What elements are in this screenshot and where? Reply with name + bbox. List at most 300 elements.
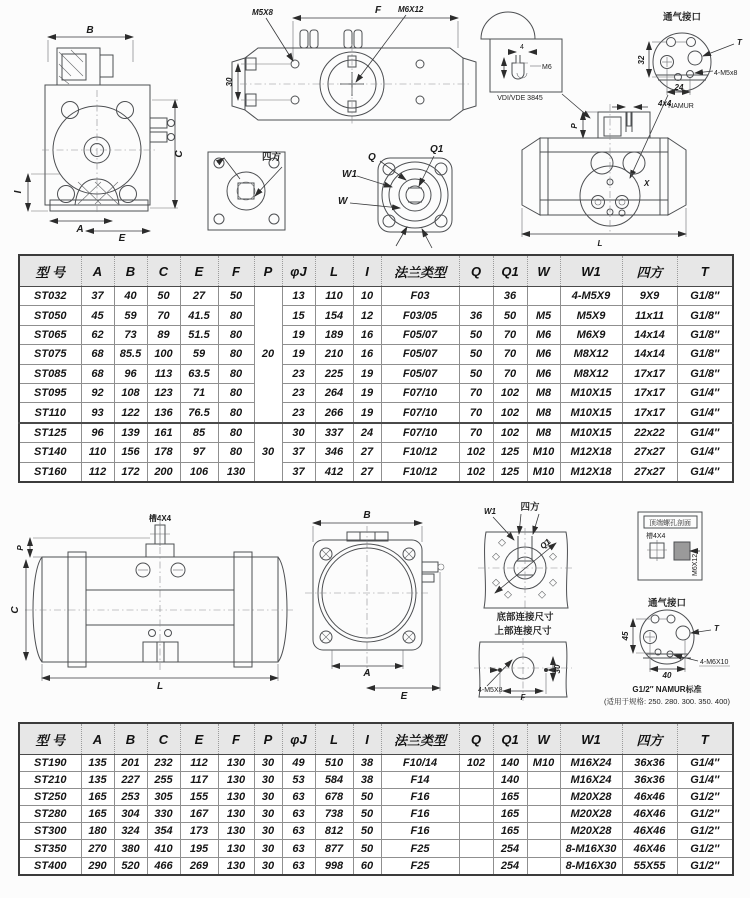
value-cell: 37 bbox=[81, 287, 114, 306]
dim-F: F bbox=[374, 5, 382, 16]
value-cell: 27x27 bbox=[622, 443, 677, 462]
value-cell: 30 bbox=[254, 857, 282, 875]
value-cell: M8 bbox=[527, 403, 560, 423]
table-row bbox=[19, 806, 733, 823]
namur-standard-label: G1/2″ NAMUR标准 bbox=[632, 685, 702, 694]
column-header: F bbox=[218, 255, 254, 287]
column-header: 四方 bbox=[622, 723, 677, 755]
label-sifang-square: 四方 bbox=[262, 152, 282, 163]
actuator-side-view-drawing bbox=[522, 99, 686, 248]
table-row bbox=[19, 287, 733, 306]
value-cell: 225 bbox=[315, 364, 353, 383]
value-cell: 36 bbox=[459, 306, 493, 325]
table1-header bbox=[19, 255, 733, 287]
value-cell: F10/14 bbox=[381, 755, 459, 772]
value-cell: 50 bbox=[147, 287, 180, 306]
value-cell: F25 bbox=[381, 840, 459, 857]
value-cell: 201 bbox=[114, 755, 147, 772]
value-cell: 15 bbox=[282, 306, 315, 325]
value-cell: 73 bbox=[114, 325, 147, 344]
model-cell: ST210 bbox=[19, 772, 81, 789]
value-cell: 46X46 bbox=[622, 840, 677, 857]
value-cell: 80 bbox=[218, 306, 254, 325]
caption-top-connection: 上部连接尺寸 bbox=[494, 626, 552, 637]
value-cell: M8 bbox=[527, 383, 560, 402]
value-cell: 23 bbox=[282, 364, 315, 383]
value-cell: 96 bbox=[81, 423, 114, 443]
table-row bbox=[19, 462, 733, 482]
value-cell: 49 bbox=[282, 755, 315, 772]
value-cell: 165 bbox=[493, 789, 527, 806]
value-cell: 80 bbox=[218, 364, 254, 383]
namur-applicable-note: (适用于规格: 250. 280. 300. 350. 400) bbox=[604, 697, 730, 706]
value-cell: 30 bbox=[254, 772, 282, 789]
value-cell bbox=[527, 287, 560, 306]
value-cell: 165 bbox=[493, 806, 527, 823]
value-cell: M8 bbox=[527, 423, 560, 443]
value-cell: 85 bbox=[180, 423, 218, 443]
value-cell: 738 bbox=[315, 806, 353, 823]
value-cell: 70 bbox=[493, 364, 527, 383]
value-cell: 62 bbox=[81, 325, 114, 344]
value-cell bbox=[459, 789, 493, 806]
value-cell: 122 bbox=[114, 403, 147, 423]
value-cell: F07/10 bbox=[381, 403, 459, 423]
caption-bottom-connection: 底部连接尺寸 bbox=[496, 612, 554, 623]
value-cell: 14x14 bbox=[622, 345, 677, 364]
table2-body bbox=[19, 755, 733, 875]
value-cell bbox=[527, 823, 560, 840]
dim-P-cyl: P bbox=[16, 545, 25, 551]
label-4m5x8: 4-M5x8 bbox=[714, 70, 738, 77]
value-cell: M16X24 bbox=[560, 755, 622, 772]
value-cell: 30 bbox=[254, 789, 282, 806]
bottom-connection-drawing bbox=[478, 501, 572, 623]
dim-32: 32 bbox=[637, 55, 646, 65]
label-4m5x8-mid: 4-M5X8 bbox=[478, 687, 503, 694]
value-cell: M6 bbox=[527, 364, 560, 383]
value-cell: 70 bbox=[459, 423, 493, 443]
value-cell: 30 bbox=[254, 806, 282, 823]
dim-L-side: L bbox=[597, 239, 603, 248]
value-cell: 16 bbox=[353, 345, 381, 364]
value-cell: 584 bbox=[315, 772, 353, 789]
value-cell: 254 bbox=[493, 840, 527, 857]
column-header: Q bbox=[459, 255, 493, 287]
value-cell: 165 bbox=[493, 823, 527, 840]
value-cell: 30 bbox=[282, 423, 315, 443]
value-cell: G1/8″ bbox=[677, 364, 733, 383]
table-row bbox=[19, 823, 733, 840]
value-cell: 877 bbox=[315, 840, 353, 857]
value-cell bbox=[459, 823, 493, 840]
value-cell: 102 bbox=[493, 403, 527, 423]
value-cell: 63 bbox=[282, 840, 315, 857]
value-cell: 46x46 bbox=[622, 789, 677, 806]
header-row bbox=[19, 723, 733, 755]
table-row bbox=[19, 364, 733, 383]
value-cell: 80 bbox=[218, 423, 254, 443]
value-cell: 156 bbox=[114, 443, 147, 462]
value-cell: 253 bbox=[114, 789, 147, 806]
dim-40: 40 bbox=[662, 671, 672, 680]
value-cell: 102 bbox=[459, 462, 493, 482]
value-cell: F07/10 bbox=[381, 423, 459, 443]
value-cell: 51.5 bbox=[180, 325, 218, 344]
value-cell: G1/4″ bbox=[677, 462, 733, 482]
vent-port-large-drawing bbox=[604, 597, 730, 706]
value-cell: 117 bbox=[180, 772, 218, 789]
value-cell: F03 bbox=[381, 287, 459, 306]
top-drawings-section bbox=[0, 0, 750, 257]
value-cell: 23 bbox=[282, 383, 315, 402]
value-cell: G1/4″ bbox=[677, 443, 733, 462]
label-4x4: 4x4 bbox=[658, 99, 672, 108]
value-cell: 63 bbox=[282, 857, 315, 875]
table-row bbox=[19, 403, 733, 423]
column-header: 四方 bbox=[622, 255, 677, 287]
value-cell: G1/4″ bbox=[677, 403, 733, 423]
column-header: 型 号 bbox=[19, 723, 81, 755]
value-cell: G1/4″ bbox=[677, 423, 733, 443]
value-cell: 998 bbox=[315, 857, 353, 875]
model-cell: ST075 bbox=[19, 345, 81, 364]
value-cell: F16 bbox=[381, 806, 459, 823]
middle-drawings-canvas bbox=[0, 480, 750, 720]
dim-Q1-mid: Q1 bbox=[538, 537, 553, 551]
value-cell: 63 bbox=[282, 789, 315, 806]
value-cell: 254 bbox=[493, 857, 527, 875]
value-cell: 510 bbox=[315, 755, 353, 772]
value-cell: M8X12 bbox=[560, 364, 622, 383]
value-cell: 46X46 bbox=[622, 806, 677, 823]
value-cell: 108 bbox=[114, 383, 147, 402]
value-cell: F05/07 bbox=[381, 364, 459, 383]
value-cell: 139 bbox=[114, 423, 147, 443]
value-cell: G1/8″ bbox=[677, 325, 733, 344]
value-cell: 50 bbox=[459, 345, 493, 364]
value-cell: 135 bbox=[81, 755, 114, 772]
value-cell bbox=[459, 857, 493, 875]
value-cell: 8-M16X30 bbox=[560, 840, 622, 857]
label-4m6x10: 4-M6X10 bbox=[700, 659, 729, 666]
value-cell: 110 bbox=[81, 443, 114, 462]
value-cell: 22x22 bbox=[622, 423, 677, 443]
dim-E-end: E bbox=[400, 691, 408, 702]
value-cell: 125 bbox=[493, 443, 527, 462]
column-header: 型 号 bbox=[19, 255, 81, 287]
value-cell: 45 bbox=[81, 306, 114, 325]
vent-title-mid: 通气接口 bbox=[647, 598, 687, 609]
value-cell: 227 bbox=[114, 772, 147, 789]
value-cell: 50 bbox=[459, 364, 493, 383]
column-header: W bbox=[527, 723, 560, 755]
value-cell: 140 bbox=[493, 755, 527, 772]
value-cell: 210 bbox=[315, 345, 353, 364]
label-m6x12-box: M6X12 bbox=[692, 553, 699, 576]
value-cell: M10 bbox=[527, 755, 560, 772]
value-cell: 102 bbox=[459, 443, 493, 462]
value-cell: 130 bbox=[218, 755, 254, 772]
column-header: I bbox=[353, 255, 381, 287]
value-cell: 410 bbox=[147, 840, 180, 857]
model-cell: ST065 bbox=[19, 325, 81, 344]
table-row bbox=[19, 789, 733, 806]
value-cell bbox=[459, 287, 493, 306]
value-cell: 678 bbox=[315, 789, 353, 806]
value-cell: 130 bbox=[218, 823, 254, 840]
value-cell: 154 bbox=[315, 306, 353, 325]
dim-45: 45 bbox=[621, 631, 630, 641]
value-cell: 27 bbox=[353, 462, 381, 482]
column-header: W1 bbox=[560, 255, 622, 287]
value-cell: 380 bbox=[114, 840, 147, 857]
value-cell: 93 bbox=[81, 403, 114, 423]
value-cell bbox=[527, 806, 560, 823]
square-flange-drawing bbox=[208, 151, 285, 230]
value-cell: 136 bbox=[147, 403, 180, 423]
column-header: L bbox=[315, 255, 353, 287]
value-cell: M10 bbox=[527, 443, 560, 462]
value-cell: 812 bbox=[315, 823, 353, 840]
value-cell: 112 bbox=[180, 755, 218, 772]
value-cell: 110 bbox=[315, 287, 353, 306]
top-drawings-canvas bbox=[0, 0, 750, 252]
value-cell: 135 bbox=[81, 772, 114, 789]
value-cell: 113 bbox=[147, 364, 180, 383]
table-row bbox=[19, 383, 733, 402]
middle-drawings-section bbox=[0, 480, 750, 725]
value-cell: M10 bbox=[527, 462, 560, 482]
qflange-view-drawing bbox=[338, 144, 452, 248]
column-header: W bbox=[527, 255, 560, 287]
label-namur: NAMUR bbox=[668, 103, 694, 110]
label-X: X bbox=[644, 179, 650, 188]
table1-body bbox=[19, 287, 733, 482]
column-header: C bbox=[147, 723, 180, 755]
value-cell: M10X15 bbox=[560, 403, 622, 423]
value-cell: 27x27 bbox=[622, 462, 677, 482]
column-header: Q1 bbox=[493, 255, 527, 287]
merged-value-cell: 30 bbox=[254, 423, 282, 482]
label-cao4x4-box: 槽4X4 bbox=[646, 533, 666, 540]
table-row bbox=[19, 306, 733, 325]
value-cell: 30 bbox=[254, 840, 282, 857]
header-row bbox=[19, 255, 733, 287]
value-cell: M10X15 bbox=[560, 423, 622, 443]
value-cell: 140 bbox=[493, 772, 527, 789]
column-header: 法兰类型 bbox=[381, 723, 459, 755]
dim-A: A bbox=[76, 224, 84, 235]
column-header: B bbox=[114, 723, 147, 755]
label-Q1: Q1 bbox=[430, 144, 444, 155]
value-cell: 102 bbox=[493, 423, 527, 443]
value-cell: G1/8″ bbox=[677, 306, 733, 325]
model-cell: ST250 bbox=[19, 789, 81, 806]
label-m6x12: M6X12 bbox=[398, 5, 424, 14]
model-cell: ST085 bbox=[19, 364, 81, 383]
value-cell: M5 bbox=[527, 306, 560, 325]
value-cell: M6X9 bbox=[560, 325, 622, 344]
value-cell: F03/05 bbox=[381, 306, 459, 325]
value-cell: 102 bbox=[459, 755, 493, 772]
top-connection-drawing bbox=[474, 625, 572, 702]
column-header: A bbox=[81, 723, 114, 755]
value-cell: 68 bbox=[81, 345, 114, 364]
value-cell: 14x14 bbox=[622, 325, 677, 344]
value-cell: F05/07 bbox=[381, 345, 459, 364]
value-cell: 16 bbox=[353, 325, 381, 344]
dimension-table-large-models bbox=[18, 722, 732, 876]
value-cell: 89 bbox=[147, 325, 180, 344]
value-cell: 59 bbox=[180, 345, 218, 364]
value-cell: F10/12 bbox=[381, 462, 459, 482]
value-cell: 173 bbox=[180, 823, 218, 840]
label-cao4x4: 槽4X4 bbox=[148, 514, 172, 523]
value-cell: 53 bbox=[282, 772, 315, 789]
value-cell bbox=[527, 840, 560, 857]
label-m5x8: M5X8 bbox=[252, 8, 273, 17]
label-vdi-vde: VDI/VDE 3845 bbox=[497, 95, 543, 102]
value-cell: 106 bbox=[180, 462, 218, 482]
model-cell: ST110 bbox=[19, 403, 81, 423]
model-cell: ST280 bbox=[19, 806, 81, 823]
value-cell: 123 bbox=[147, 383, 180, 402]
column-header: φJ bbox=[282, 723, 315, 755]
model-cell: ST350 bbox=[19, 840, 81, 857]
vdi-detail-drawing bbox=[481, 12, 590, 118]
column-header: 法兰类型 bbox=[381, 255, 459, 287]
column-header: C bbox=[147, 255, 180, 287]
dim-B-end: B bbox=[363, 510, 371, 521]
value-cell: 36x36 bbox=[622, 755, 677, 772]
table2-header bbox=[19, 723, 733, 755]
value-cell: 167 bbox=[180, 806, 218, 823]
value-cell: 85.5 bbox=[114, 345, 147, 364]
value-cell: 70 bbox=[493, 345, 527, 364]
model-cell: ST300 bbox=[19, 823, 81, 840]
value-cell: 41.5 bbox=[180, 306, 218, 325]
value-cell: F16 bbox=[381, 823, 459, 840]
value-cell: 55X55 bbox=[622, 857, 677, 875]
table-row bbox=[19, 345, 733, 364]
model-cell: ST160 bbox=[19, 462, 81, 482]
value-cell: 10 bbox=[353, 287, 381, 306]
dim-30-mid: 30 bbox=[553, 664, 562, 674]
dim-E: E bbox=[118, 233, 126, 244]
value-cell: 264 bbox=[315, 383, 353, 402]
column-header: W1 bbox=[560, 723, 622, 755]
value-cell: 30 bbox=[254, 755, 282, 772]
value-cell: 269 bbox=[180, 857, 218, 875]
table-row bbox=[19, 325, 733, 344]
value-cell: 130 bbox=[218, 806, 254, 823]
value-cell: 346 bbox=[315, 443, 353, 462]
value-cell: 36 bbox=[493, 287, 527, 306]
value-cell: 466 bbox=[147, 857, 180, 875]
value-cell: G1/4″ bbox=[677, 772, 733, 789]
model-cell: ST140 bbox=[19, 443, 81, 462]
table-row bbox=[19, 443, 733, 462]
dim-B: B bbox=[86, 25, 94, 36]
value-cell: 80 bbox=[218, 325, 254, 344]
spec-table-1 bbox=[18, 254, 734, 483]
column-header: I bbox=[353, 723, 381, 755]
value-cell: 304 bbox=[114, 806, 147, 823]
dim-C-cyl: C bbox=[10, 606, 21, 614]
value-cell: 270 bbox=[81, 840, 114, 857]
value-cell: M6 bbox=[527, 345, 560, 364]
front-view-drawing bbox=[13, 25, 185, 244]
dim-C: C bbox=[174, 150, 185, 158]
value-cell bbox=[527, 857, 560, 875]
value-cell: 50 bbox=[353, 823, 381, 840]
value-cell: 180 bbox=[81, 823, 114, 840]
value-cell: 24 bbox=[353, 423, 381, 443]
model-cell: ST095 bbox=[19, 383, 81, 402]
dim-30: 30 bbox=[225, 77, 234, 87]
value-cell: 97 bbox=[180, 443, 218, 462]
cylinder-side-view-drawing bbox=[10, 513, 295, 692]
table-row bbox=[19, 423, 733, 443]
value-cell: 232 bbox=[147, 755, 180, 772]
column-header: L bbox=[315, 723, 353, 755]
label-T: T bbox=[737, 38, 742, 47]
value-cell: 80 bbox=[218, 443, 254, 462]
value-cell: 36x36 bbox=[622, 772, 677, 789]
end-view-drawing bbox=[305, 510, 444, 702]
thread-section-drawing bbox=[638, 512, 702, 580]
value-cell: 337 bbox=[315, 423, 353, 443]
value-cell: G1/2″ bbox=[677, 806, 733, 823]
value-cell: 50 bbox=[353, 789, 381, 806]
value-cell: 130 bbox=[218, 462, 254, 482]
value-cell: 112 bbox=[81, 462, 114, 482]
value-cell: M12X18 bbox=[560, 462, 622, 482]
value-cell: M5X9 bbox=[560, 306, 622, 325]
value-cell: 161 bbox=[147, 423, 180, 443]
value-cell: M20X28 bbox=[560, 806, 622, 823]
value-cell: F07/10 bbox=[381, 383, 459, 402]
column-header: P bbox=[254, 723, 282, 755]
value-cell: 130 bbox=[218, 857, 254, 875]
value-cell: 59 bbox=[114, 306, 147, 325]
value-cell bbox=[459, 806, 493, 823]
value-cell: 63 bbox=[282, 823, 315, 840]
dim-24: 24 bbox=[674, 83, 684, 92]
merged-value-cell: 20 bbox=[254, 287, 282, 423]
model-cell: ST400 bbox=[19, 857, 81, 875]
value-cell: 178 bbox=[147, 443, 180, 462]
value-cell: 102 bbox=[493, 383, 527, 402]
value-cell: 4-M5X9 bbox=[560, 287, 622, 306]
column-header: Q1 bbox=[493, 723, 527, 755]
value-cell: G1/2″ bbox=[677, 823, 733, 840]
value-cell: 76.5 bbox=[180, 403, 218, 423]
value-cell: G1/4″ bbox=[677, 755, 733, 772]
label-W1: W1 bbox=[342, 169, 357, 180]
column-header: A bbox=[81, 255, 114, 287]
dim-L-cyl: L bbox=[156, 681, 164, 692]
value-cell bbox=[459, 772, 493, 789]
value-cell: 324 bbox=[114, 823, 147, 840]
value-cell: 37 bbox=[282, 462, 315, 482]
model-cell: ST125 bbox=[19, 423, 81, 443]
model-cell: ST050 bbox=[19, 306, 81, 325]
value-cell: 17x17 bbox=[622, 364, 677, 383]
value-cell: G1/4″ bbox=[677, 383, 733, 402]
value-cell: 8-M16X30 bbox=[560, 857, 622, 875]
